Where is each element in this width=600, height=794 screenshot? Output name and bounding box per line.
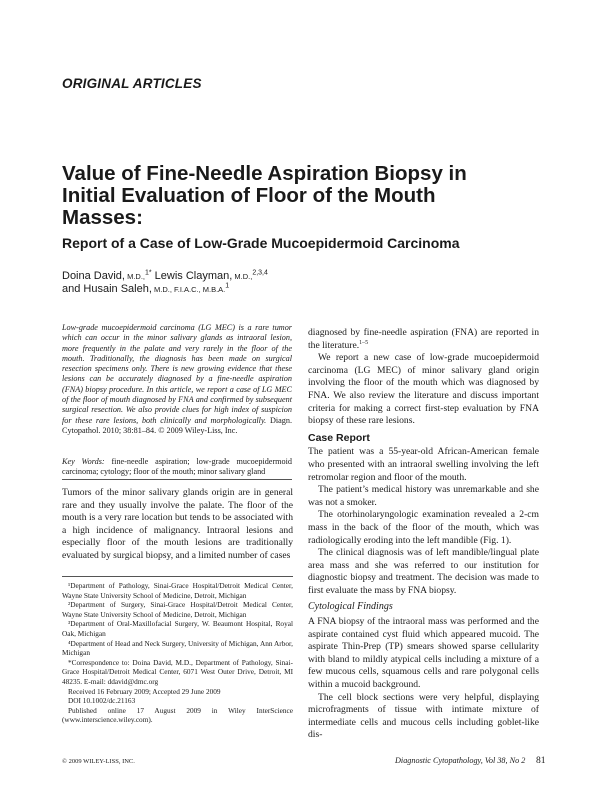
footnotes bbox=[62, 581, 293, 725]
paragraph: The patient was a 55-year-old African-American female who presented with an intraoral swelling involving the left retromolar region and floor of the mouth. bbox=[308, 446, 539, 483]
paragraph: The otorhinolaryngologic examination revealed a 2-cm mass in the back of the floor of the mouth, which was radiologically eroding into the left mandible (Fig. 1). bbox=[308, 509, 539, 546]
abstract bbox=[62, 323, 292, 436]
abstract-text: Low-grade mucoepidermoid carcinoma (LG MEC) is a rare tumor which can occur in the minor salivary glands as intraoral lesion, more frequently in the palate and very rarely in the floor of the mouth. Traditionally, the diagnosis has been made on surgical resection specimens only. There is new growing evidence that these lesions can be accurately diagnosed by a fine-needle aspiration (FNA) biopsy procedure. In this article, we report a case of LG MEC of the floor of mouth diagnosed by FNA and confirmed by subsequent surgical resection. We also provide clues for high index of suspicion for these rare lesions, both clinically and morphologically. bbox=[62, 323, 292, 425]
paragraph: The cell block sections were very helpful, displaying microfragments of tissue with intimate mixture of intermediate cells and mucous cells including goblet-like dis- bbox=[308, 691, 539, 741]
author-name: and Husain Saleh, bbox=[62, 283, 152, 295]
keywords-divider bbox=[62, 479, 292, 480]
paragraph: The patient’s medical history was unremarkable and she was not a smoker. bbox=[308, 484, 539, 508]
author-degree: M.D., F.I.A.C., M.B.A. bbox=[151, 285, 226, 294]
section-label: ORIGINAL ARTICLES bbox=[62, 76, 202, 91]
footnote-published: Published online 17 August 2009 in Wiley InterScience (www.interscience.wiley.com). bbox=[62, 705, 293, 725]
footer-copyright: © 2009 WILEY-LISS, INC. bbox=[62, 758, 135, 765]
abstract-citation: Diagn. Cytopathol. 2010; 38:81–84. bbox=[62, 415, 293, 435]
author-affiliation: 1* bbox=[144, 269, 152, 277]
author-affiliation: 1 bbox=[225, 282, 230, 290]
keywords-text: fine-needle aspiration; low-grade mucoepidermoid carcinoma; cytology; floor of the mouth; minor salivary gland bbox=[62, 457, 292, 476]
paragraph: We report a new case of low-grade mucoepidermoid carcinoma (LG MEC) of minor salivary gland origin involving the floor of the mouth which was diagnosed by FNA. We also review the literature and discuss important criteria for making a correct first-step evaluation by FNA biopsy of these rare lesions. bbox=[308, 352, 539, 427]
footnote-affiliation-3: ³Department of Oral-Maxillofacial Surgery, W. Beaumont Hospital, Royal Oak, Michigan bbox=[62, 619, 293, 638]
footnote-doi: DOI 10.1002/dc.21163 bbox=[68, 696, 136, 706]
article-title: Value of Fine-Needle Aspiration Biopsy in Initial Evaluation of Floor of the Mouth Masses: bbox=[62, 162, 467, 229]
footnote-affiliation-2: ²Department of Surgery, Sinai-Grace Hospital/Detroit Medical Center, Wayne State University School of Medicine, Detroit, Michigan bbox=[62, 600, 293, 619]
paragraph: The clinical diagnosis was of left mandible/lingual plate area mass and she was referred to our institution for diagnostic biopsy and treatment. The decision was made to first evaluate the mass by FNA biopsy. bbox=[308, 547, 539, 596]
author-name: Doina David, bbox=[62, 270, 125, 282]
article-subtitle: Report of a Case of Low-Grade Mucoepidermoid Carcinoma bbox=[62, 235, 460, 251]
footnote-affiliation-4: ⁴Department of Head and Neck Surgery, University of Michigan, Ann Arbor, Michigan bbox=[62, 638, 293, 658]
paragraph bbox=[308, 327, 539, 352]
author-degree: M.D., bbox=[232, 272, 253, 281]
abstract-copyright: © 2009 Wiley-Liss, Inc. bbox=[156, 425, 238, 435]
cytological-findings-heading: Cytological Findings bbox=[308, 601, 393, 613]
page-number: 81 bbox=[536, 755, 546, 766]
author-list bbox=[62, 270, 512, 296]
author-affiliation: 2,3,4 bbox=[252, 269, 268, 277]
footer-journal: Diagnostic Cytopathology, Vol 38, No 2 bbox=[395, 756, 526, 765]
intro-paragraph: Tumors of the minor salivary glands origin are in general rare and they usually involve the palate. The floor of the mouth is a very rare location but tends to be associated with a high incidence of malignancy. Intraoral lesions and especially floor of the mouth lesions are traditionally evaluated by surgical biopsy, and a limited number of cases bbox=[62, 487, 293, 561]
footnote-divider bbox=[62, 576, 293, 577]
author-name: Lewis Clayman, bbox=[154, 270, 233, 282]
paragraph-text: diagnosed by fine-needle aspiration (FNA) are reported in the literature. bbox=[308, 327, 539, 351]
right-column bbox=[308, 327, 539, 742]
case-report-heading: Case Report bbox=[308, 431, 370, 444]
paragraph: A FNA biopsy of the intraoral mass was performed and the aspirate contained cyst fluid which appeared mucoid. The aspirate Thin-Prep (TP) smears showed sparse cellularity with bland to mildly atypical cells including a mixture of a few mucous cells, squamous cells and rare polygonal cells within a mucoid background. bbox=[308, 616, 539, 691]
keywords bbox=[62, 457, 292, 477]
author-degree: M.D., bbox=[124, 272, 145, 281]
footnote-correspondence: *Correspondence to: Doina David, M.D., Department of Pathology, Sinai-Grace Hospital/Detroit Medical Center, 6071 West Outer Drive, Detroit, MI 48235. E-mail: ddavid@dmc.org bbox=[62, 657, 293, 686]
footnote-dates: Received 16 February 2009; Accepted 29 June 2009 bbox=[68, 686, 221, 696]
footnote-affiliation-1: ¹Department of Pathology, Sinai-Grace Hospital/Detroit Medical Center, Wayne State University School of Medicine, Detroit, Michigan bbox=[62, 581, 293, 600]
reference-marker: 1–5 bbox=[359, 339, 369, 346]
keywords-label: Key Words: bbox=[62, 457, 105, 466]
